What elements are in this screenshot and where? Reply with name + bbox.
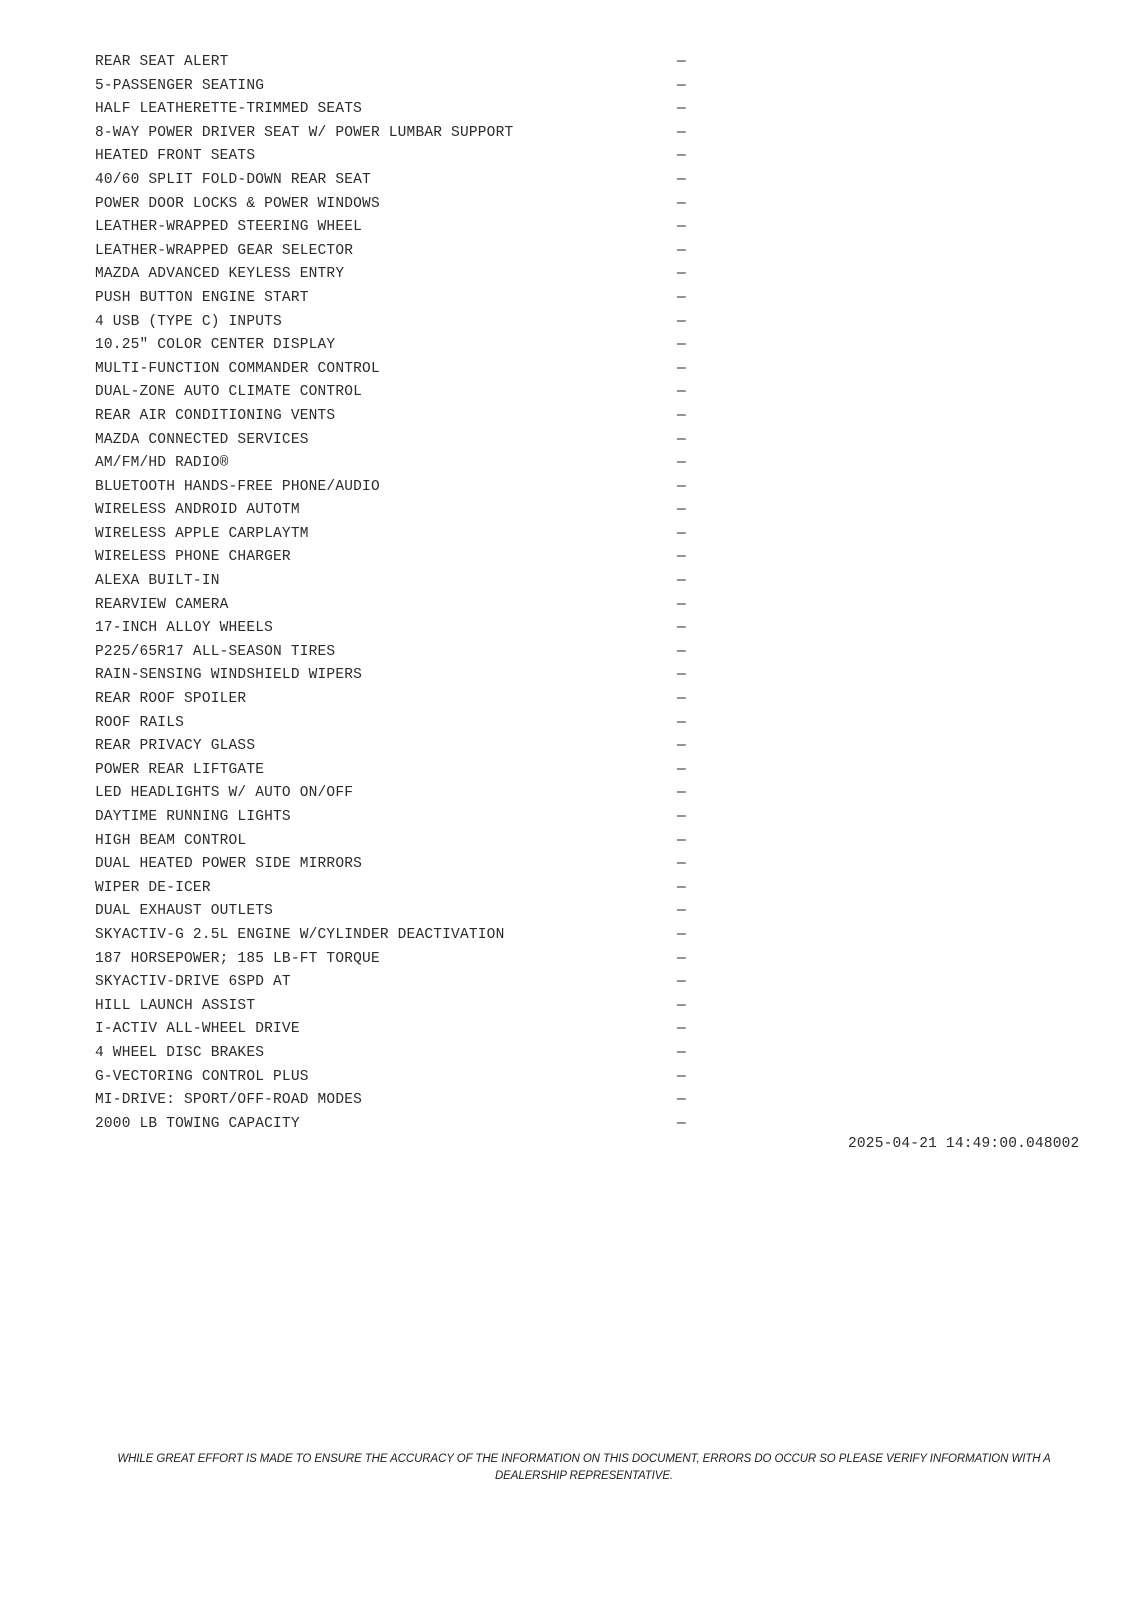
feature-name: P225/65R17 ALL-SEASON TIRES [95,643,336,660]
feature-name: 40/60 SPLIT FOLD-DOWN REAR SEAT [95,171,371,188]
feature-value: — [677,1044,686,1061]
feature-row [95,664,695,688]
feature-row [95,877,695,901]
feature-value: — [677,573,686,590]
feature-name: ALEXA BUILT-IN [95,573,220,590]
feature-value: — [677,549,686,566]
feature-row [95,216,695,240]
feature-row [95,995,695,1019]
feature-name: WIRELESS APPLE CARPLAYTM [95,525,309,542]
feature-row [95,405,695,429]
feature-name: POWER REAR LIFTGATE [95,761,265,778]
feature-list [95,51,695,1136]
feature-name: MAZDA CONNECTED SERVICES [95,431,309,448]
feature-name: HILL LAUNCH ASSIST [95,997,256,1014]
feature-name: MAZDA ADVANCED KEYLESS ENTRY [95,266,345,283]
feature-name: RAIN-SENSING WINDSHIELD WIPERS [95,667,363,684]
feature-value: — [677,337,686,354]
feature-name: 187 HORSEPOWER; 185 LB-FT TORQUE [95,950,380,967]
feature-name: I-ACTIV ALL-WHEEL DRIVE [95,1021,300,1038]
feature-name: 8-WAY POWER DRIVER SEAT W/ POWER LUMBAR SUPPORT [95,124,514,141]
feature-row [95,1018,695,1042]
feature-name: AM/FM/HD RADIO® [95,455,229,472]
feature-value: — [677,54,686,70]
feature-value: — [677,714,686,731]
feature-value: — [677,643,686,660]
feature-name: DUAL HEATED POWER SIDE MIRRORS [95,856,363,873]
feature-name: DAYTIME RUNNING LIGHTS [95,809,291,825]
feature-value: — [677,77,686,94]
feature-value: — [677,360,686,377]
feature-name: PUSH BUTTON ENGINE START [95,289,309,306]
feature-row [95,122,695,146]
feature-row [95,594,695,618]
feature-value: — [677,219,686,236]
feature-name: REAR SEAT ALERT [95,54,229,70]
feature-name: HIGH BEAM CONTROL [95,832,247,849]
feature-row [95,169,695,193]
feature-name: 5-PASSENGER SEATING [95,77,265,94]
feature-value: — [677,691,686,708]
feature-value: — [677,1021,686,1038]
feature-value: — [677,431,686,448]
feature-value: — [677,856,686,873]
feature-name: LEATHER-WRAPPED GEAR SELECTOR [95,242,354,259]
feature-row [95,641,695,665]
feature-name: SKYACTIV-DRIVE 6SPD AT [95,974,291,991]
feature-value: — [677,455,686,472]
feature-name: HALF LEATHERETTE-TRIMMED SEATS [95,101,363,118]
feature-name: HEATED FRONT SEATS [95,148,256,165]
feature-value: — [677,478,686,495]
feature-value: — [677,384,686,401]
feature-value: — [677,738,686,755]
feature-value: — [677,407,686,424]
feature-name: BLUETOOTH HANDS-FREE PHONE/AUDIO [95,478,380,495]
feature-value: — [677,101,686,118]
feature-row [95,1089,695,1113]
feature-value: — [677,1092,686,1109]
feature-value: — [677,124,686,141]
feature-name: WIPER DE-ICER [95,879,211,896]
feature-row [95,75,695,99]
feature-value: — [677,502,686,519]
feature-value: — [677,171,686,188]
feature-row [95,570,695,594]
feature-row [95,499,695,523]
feature-name: 4 WHEEL DISC BRAKES [95,1044,265,1061]
feature-row [95,145,695,169]
feature-row [95,452,695,476]
feature-value: — [677,596,686,613]
disclaimer-text: WHILE GREAT EFFORT IS MADE TO ENSURE THE ACCURACY OF THE INFORMATION ON THIS DOCUMENT, ERRORS DO OCCUR SO PLEASE VERIFY INFORMATION WITH A DEALERSHIP REPRESENTATIVE. [117,1453,1051,1482]
feature-value: — [677,879,686,896]
feature-value: — [677,997,686,1014]
feature-name: LEATHER-WRAPPED STEERING WHEEL [95,219,363,236]
feature-row [95,546,695,570]
feature-name: LED HEADLIGHTS W/ AUTO ON/OFF [95,785,354,802]
feature-row [95,263,695,287]
feature-value: — [677,313,686,330]
feature-name: MULTI-FUNCTION COMMANDER CONTROL [95,360,380,377]
feature-value: — [677,926,686,943]
feature-name: POWER DOOR LOCKS & POWER WINDOWS [95,195,380,212]
feature-name: SKYACTIV-G 2.5L ENGINE W/CYLINDER DEACTIVATION [95,926,505,943]
feature-row [95,948,695,972]
feature-value: — [677,785,686,802]
feature-value: — [677,148,686,165]
feature-value: — [677,1068,686,1085]
feature-value: — [677,525,686,542]
feature-value: — [677,832,686,849]
feature-row [95,735,695,759]
feature-value: — [677,903,686,920]
feature-name: WIRELESS PHONE CHARGER [95,549,291,566]
feature-value: — [677,974,686,991]
feature-value: — [677,266,686,283]
feature-name: 2000 LB TOWING CAPACITY [95,1115,300,1132]
feature-row [95,381,695,405]
feature-value: — [677,195,686,212]
feature-row [95,193,695,217]
feature-row [95,617,695,641]
feature-name: 4 USB (TYPE C) INPUTS [95,313,282,330]
feature-row [95,287,695,311]
feature-row [95,334,695,358]
feature-name: G-VECTORING CONTROL PLUS [95,1068,309,1085]
feature-row [95,429,695,453]
feature-name: REAR AIR CONDITIONING VENTS [95,407,336,424]
feature-row [95,759,695,783]
feature-name: DUAL-ZONE AUTO CLIMATE CONTROL [95,384,363,401]
generated-timestamp: 2025-04-21 14:49:00.048002 [848,1136,1080,1152]
feature-name: REARVIEW CAMERA [95,596,229,613]
feature-row [95,924,695,948]
feature-name: 10.25" COLOR CENTER DISPLAY [95,337,336,354]
feature-name: REAR ROOF SPOILER [95,691,247,708]
feature-row [95,311,695,335]
feature-row [95,900,695,924]
feature-name: DUAL EXHAUST OUTLETS [95,903,274,920]
feature-name: 17-INCH ALLOY WHEELS [95,620,274,637]
feature-value: — [677,242,686,259]
feature-row [95,1042,695,1066]
feature-row [95,98,695,122]
feature-name: WIRELESS ANDROID AUTOTM [95,502,300,519]
feature-row [95,1113,695,1137]
feature-row [95,712,695,736]
feature-value: — [677,667,686,684]
feature-row [95,782,695,806]
feature-value: — [677,761,686,778]
feature-name: ROOF RAILS [95,714,185,731]
feature-name: MI-DRIVE: SPORT/OFF-ROAD MODES [95,1092,363,1109]
feature-row [95,688,695,712]
feature-row [95,240,695,264]
feature-row [95,1066,695,1090]
feature-row [95,806,695,830]
feature-value: — [677,809,686,825]
feature-value: — [677,620,686,637]
feature-value: — [677,289,686,306]
feature-row [95,971,695,995]
feature-row [95,476,695,500]
feature-row [95,830,695,854]
feature-row [95,523,695,547]
feature-value: — [677,1115,686,1132]
feature-name: REAR PRIVACY GLASS [95,738,256,755]
feature-row [95,853,695,877]
feature-value: — [677,950,686,967]
feature-row [95,51,695,75]
feature-row [95,358,695,382]
